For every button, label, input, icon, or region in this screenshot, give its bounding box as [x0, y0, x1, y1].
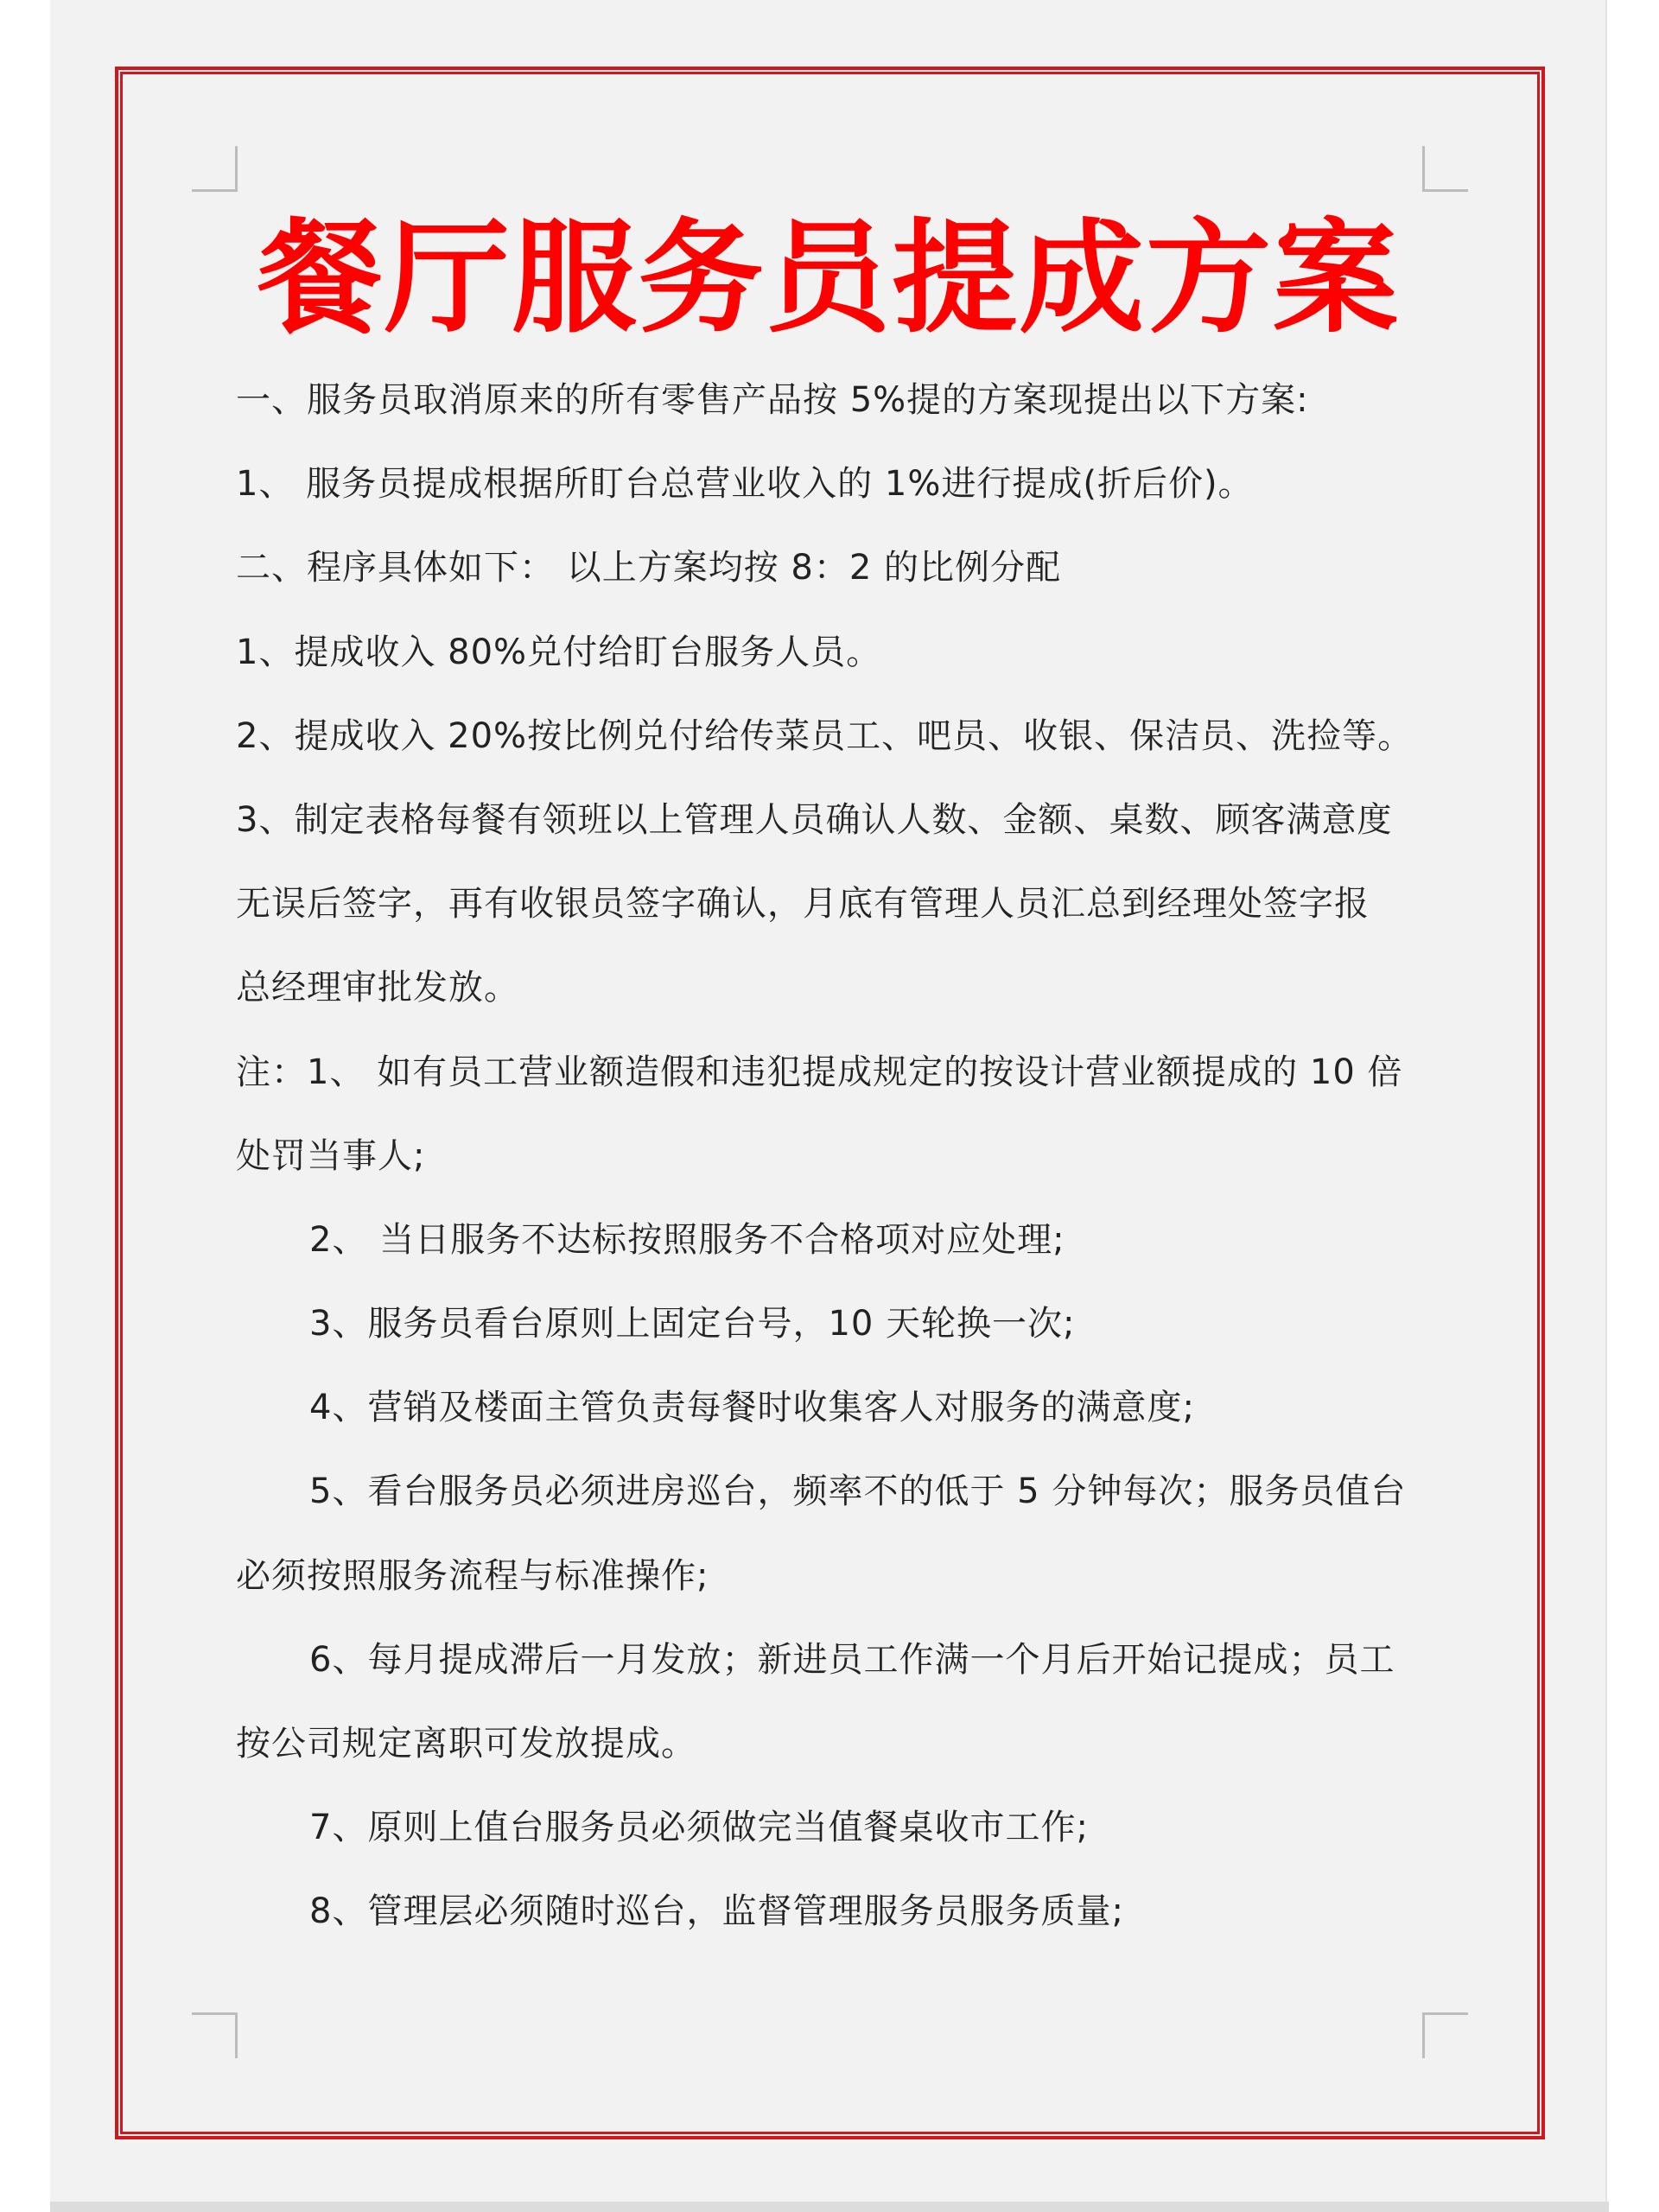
- paragraph-line: 必须按照服务流程与标准操作;: [236, 1555, 709, 1596]
- paragraph-line: 4、营销及楼面主管负责每餐时收集客人对服务的满意度;: [309, 1388, 1195, 1428]
- paragraph-line: 1、提成收入 80%兑付给盯台服务人员。: [236, 632, 882, 672]
- paragraph-line: 3、服务员看台原则上固定台号，10 天轮换一次;: [309, 1304, 1076, 1344]
- paragraph-line: 2、 当日服务不达标按照服务不合格项对应处理;: [309, 1219, 1065, 1260]
- paragraph-line: 7、原则上值台服务员必须做完当值餐桌收市工作;: [309, 1808, 1089, 1848]
- paragraph-line: 6、每月提成滞后一月发放；新进员工作满一个月后开始记提成；员工: [309, 1639, 1395, 1680]
- paragraph-line: 处罚当事人;: [236, 1135, 426, 1176]
- paragraph-line: 1、 服务员提成根据所盯台总营业收入的 1%进行提成(折后价)。: [236, 464, 1254, 505]
- margin-corner-mark-bottom-right: [1422, 2012, 1468, 2058]
- paragraph-line: 一、服务员取消原来的所有零售产品按 5%提的方案现提出以下方案:: [236, 380, 1309, 420]
- paragraph-line: 按公司规定离职可发放提成。: [236, 1724, 696, 1764]
- paragraph-line: 2、提成收入 20%按比例兑付给传菜员工、吧员、收银、保洁员、洗捡等。: [236, 715, 1414, 756]
- paragraph-line: 8、管理层必须随时巡台，监督管理服务员服务质量;: [309, 1891, 1124, 1932]
- margin-corner-mark-top-right: [1422, 146, 1468, 192]
- page-bottom-edge: [50, 2202, 1609, 2212]
- paragraph-line: 注：1、 如有员工营业额造假和违犯提成规定的按设计营业额提成的 10 倍: [236, 1052, 1403, 1092]
- paragraph-line: 无误后签字，再有收银员签字确认，月底有管理人员汇总到经理处签字报: [236, 884, 1370, 925]
- paragraph-line: 3、制定表格每餐有领班以上管理人员确认人数、金额、桌数、顾客满意度: [236, 799, 1393, 840]
- paragraph-line: 总经理审批发放。: [236, 968, 519, 1008]
- document-title: 餐厅服务员提成方案: [257, 207, 1400, 350]
- margin-corner-mark-top-left: [192, 146, 238, 192]
- paragraph-line: 5、看台服务员必须进房巡台，频率不的低于 5 分钟每次；服务员值台: [309, 1471, 1407, 1512]
- paragraph-line: 二、程序具体如下： 以上方案均按 8：2 的比例分配: [236, 548, 1062, 588]
- margin-corner-mark-bottom-left: [192, 2012, 238, 2058]
- document-body: [236, 359, 1428, 1955]
